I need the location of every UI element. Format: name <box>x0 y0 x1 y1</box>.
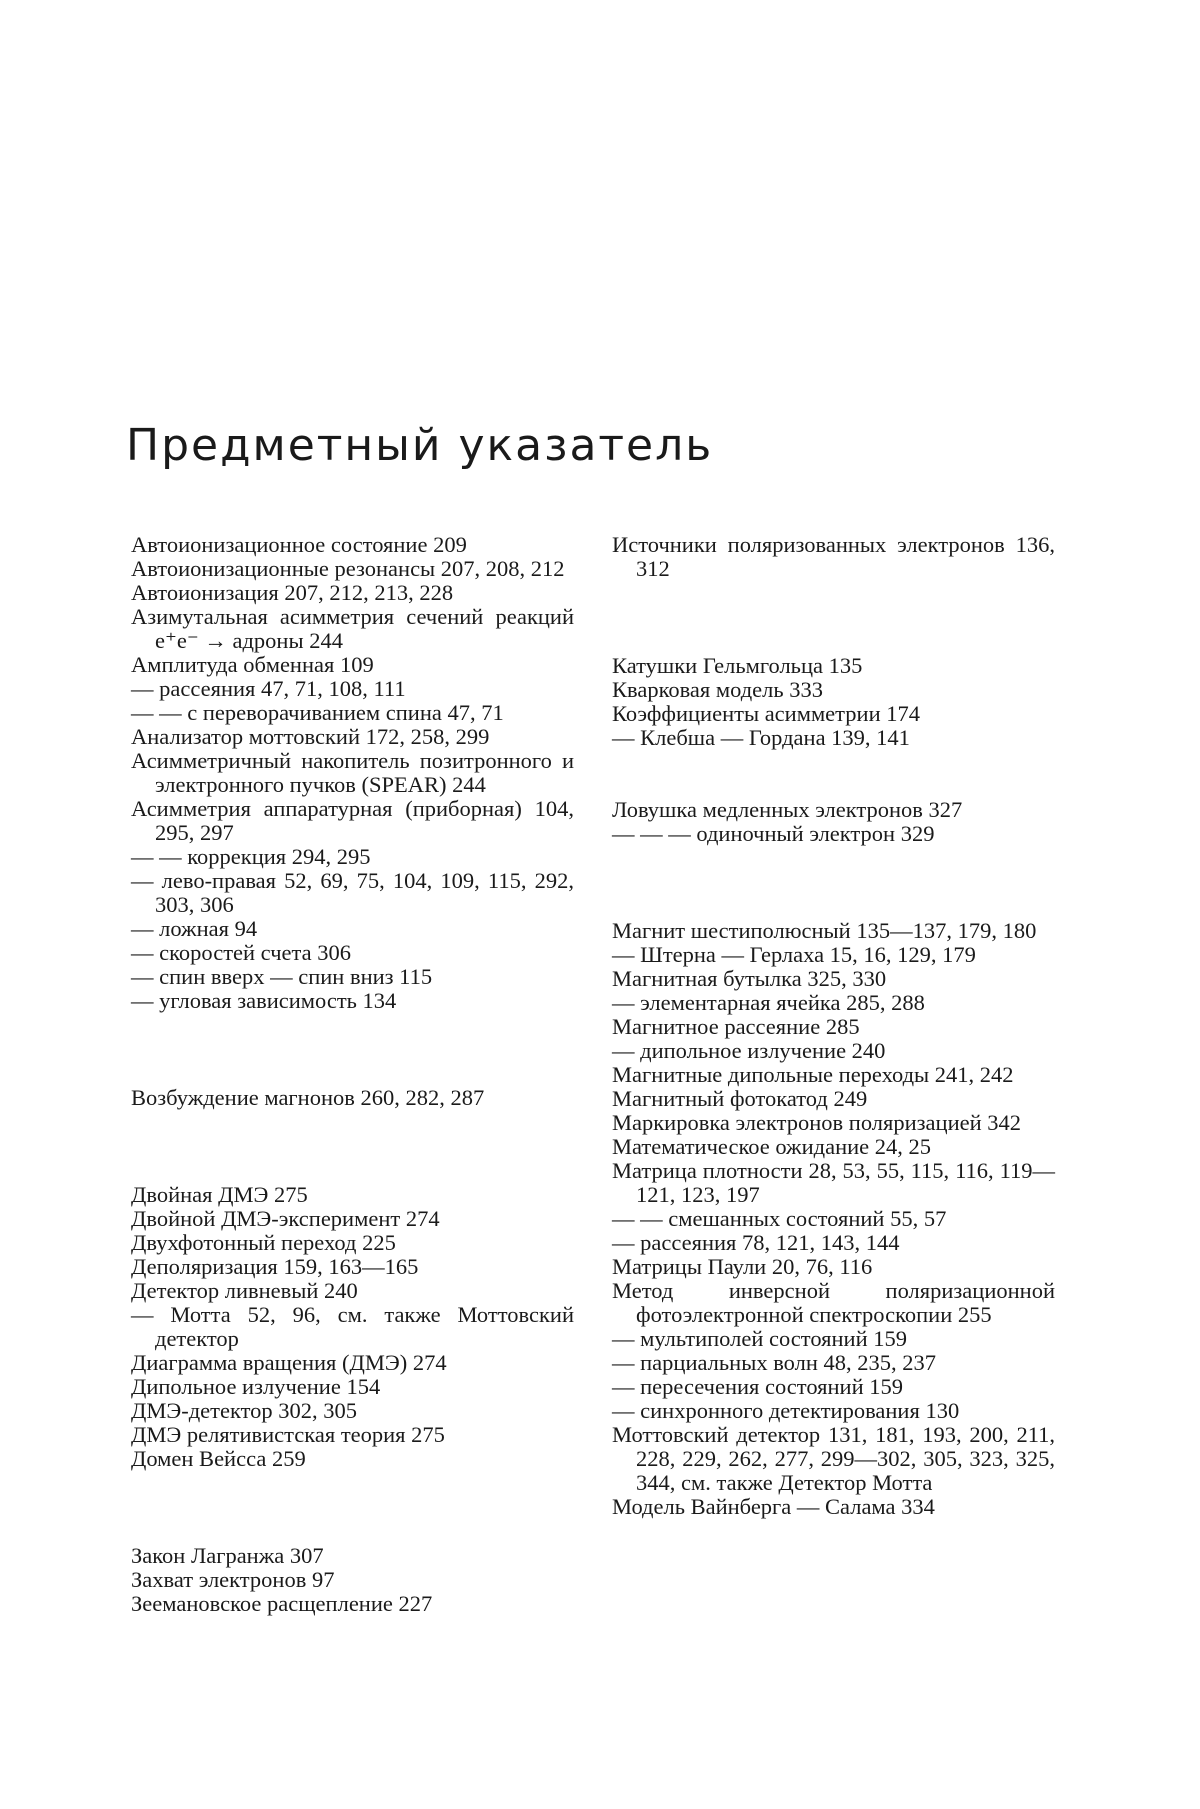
index-entry: — скоростей счета 306 <box>131 940 351 965</box>
section-spacer <box>612 581 1055 654</box>
index-entry: Асимметричный накопитель позитронного и электронного пучков (SPEAR) 244 <box>131 748 574 797</box>
index-entry: Зеемановское расщепление 227 <box>131 1591 433 1616</box>
index-entry: Анализатор моттовский 172, 258, 299 <box>131 724 490 749</box>
index-entry: Матрица плотности 28, 53, 55, 115, 116, 119—121, 123, 197 <box>612 1158 1055 1207</box>
index-entry: Ловушка медленных электронов 327 <box>612 797 963 822</box>
index-entry: Магнитный фотокатод 249 <box>612 1086 868 1111</box>
index-entry: — — смешанных состояний 55, 57 <box>612 1206 947 1231</box>
index-entry: — угловая зависимость 134 <box>131 988 397 1013</box>
index-entry: — — с переворачиванием спина 47, 71 <box>131 700 504 725</box>
page-title: Предметный указатель <box>126 420 714 471</box>
index-entry: Маркировка электронов поляризацией 342 <box>612 1110 1022 1135</box>
index-entry: — — коррекция 294, 295 <box>131 844 371 869</box>
index-entry: Азимутальная асимметрия сечений реакций e⁺e⁻ → адроны 244 <box>131 604 574 653</box>
index-entry: — Клебша — Гордана 139, 141 <box>612 725 910 750</box>
index-entry: Домен Вейсса 259 <box>131 1446 306 1471</box>
index-entry: Модель Вайнберга — Салама 334 <box>612 1494 935 1519</box>
section-spacer <box>612 846 1055 919</box>
index-entry: Магнитные дипольные переходы 241, 242 <box>612 1062 1014 1087</box>
index-entry: — Мотта 52, 96, см. также Моттовский детектор <box>131 1302 574 1351</box>
index-entry: — спин вверх — спин вниз 115 <box>131 964 433 989</box>
index-entry: Захват электронов 97 <box>131 1567 335 1592</box>
index-entry: Двухфотонный переход 225 <box>131 1230 396 1255</box>
index-entry: Магнит шестиполюсный 135—137, 179, 180 <box>612 918 1037 943</box>
index-entry: Коэффициенты асимметрии 174 <box>612 701 920 726</box>
section-spacer <box>131 1471 574 1544</box>
index-entry: Двойная ДМЭ 275 <box>131 1182 308 1207</box>
index-entry: Возбуждение магнонов 260, 282, 287 <box>131 1085 485 1110</box>
index-entry: Катушки Гельмгольца 135 <box>612 653 863 678</box>
index-entry: Диаграмма вращения (ДМЭ) 274 <box>131 1350 447 1375</box>
index-entry: Детектор ливневый 240 <box>131 1278 358 1303</box>
index-entry: — синхронного детектирования 130 <box>612 1398 960 1423</box>
index-entry: — — — одиночный электрон 329 <box>612 821 935 846</box>
index-column-left <box>131 533 574 1616</box>
index-entry: Деполяризация 159, 163—165 <box>131 1254 419 1279</box>
index-entry: — парциальных волн 48, 235, 237 <box>612 1350 937 1375</box>
index-entry: Автоионизация 207, 212, 213, 228 <box>131 580 454 605</box>
index-entry: ДМЭ-детектор 302, 305 <box>131 1398 357 1423</box>
index-entry: — Штерна — Герлаха 15, 16, 129, 179 <box>612 942 976 967</box>
index-entry: Матрицы Паули 20, 76, 116 <box>612 1254 873 1279</box>
index-entry: Автоионизационное состояние 209 <box>131 532 467 557</box>
index-entry: Магнитная бутылка 325, 330 <box>612 966 887 991</box>
index-entry: — рассеяния 78, 121, 143, 144 <box>612 1230 900 1255</box>
section-spacer <box>131 1110 574 1183</box>
index-column-right <box>612 533 1055 1519</box>
index-entry: Математическое ожидание 24, 25 <box>612 1134 932 1159</box>
index-entry: Двойной ДМЭ-эксперимент 274 <box>131 1206 440 1231</box>
index-entry: Закон Лагранжа 307 <box>131 1543 324 1568</box>
index-entry: — пересечения состояний 159 <box>612 1374 903 1399</box>
index-entry: Амплитуда обменная 109 <box>131 652 374 677</box>
index-entry: ДМЭ релятивистская теория 275 <box>131 1422 445 1447</box>
index-entry: — рассеяния 47, 71, 108, 111 <box>131 676 406 701</box>
index-entry: — мультиполей состояний 159 <box>612 1326 907 1351</box>
section-spacer <box>131 1013 574 1086</box>
index-entry: Источники поляризованных электронов 136, 312 <box>612 532 1055 581</box>
index-entry: — лево-правая 52, 69, 75, 104, 109, 115, 292, 303, 306 <box>131 868 574 917</box>
index-entry: Кварковая модель 333 <box>612 677 824 702</box>
index-entry: Дипольное излучение 154 <box>131 1374 381 1399</box>
index-entry: — элементарная ячейка 285, 288 <box>612 990 925 1015</box>
index-entry: Магнитное рассеяние 285 <box>612 1014 860 1039</box>
index-entry: Асимметрия аппаратурная (приборная) 104, 295, 297 <box>131 796 574 845</box>
index-entry: Моттовский детектор 131, 181, 193, 200, 211, 228, 229, 262, 277, 299—302, 305, 323, 325, 344, см. также Детектор Мотта <box>612 1422 1055 1495</box>
index-entry: Метод инверсной поляризационной фотоэлектронной спектроскопии 255 <box>612 1278 1055 1327</box>
section-spacer <box>612 750 1055 798</box>
index-entry: Автоионизационные резонансы 207, 208, 212 <box>131 556 565 581</box>
index-entry: — дипольное излучение 240 <box>612 1038 886 1063</box>
index-entry: — ложная 94 <box>131 916 258 941</box>
